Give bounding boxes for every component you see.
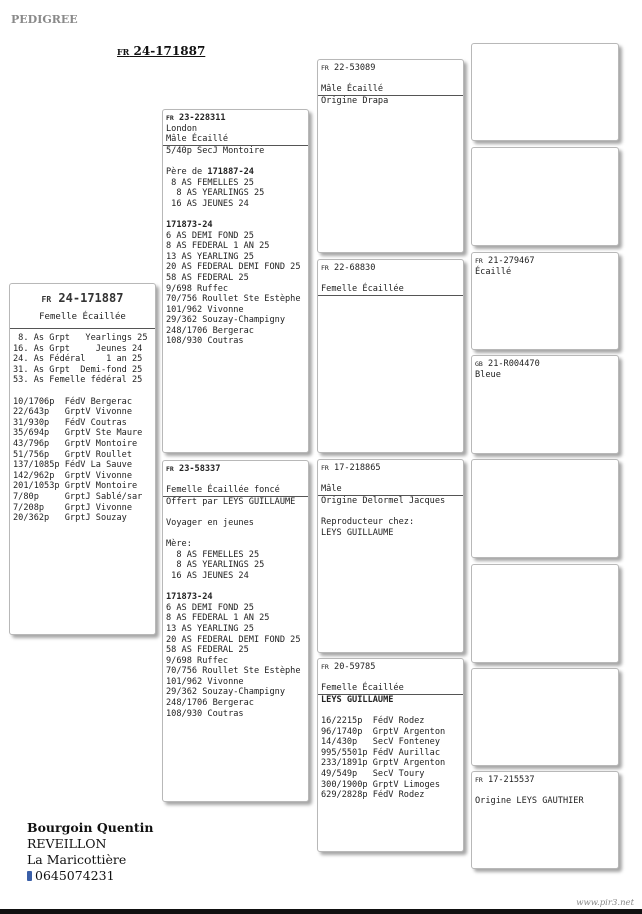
subject-result-line: 53. As Femelle fédéral 25 bbox=[13, 375, 143, 386]
father-race-line: 13 AS YEARLING 25 bbox=[166, 251, 254, 262]
g4-id-number: 21-279467 bbox=[488, 256, 535, 266]
subject-race-line: 10/1706p FédV Bergerac bbox=[13, 396, 132, 407]
subject-id-number: 24-171887 bbox=[58, 291, 124, 305]
father-race-line: 8 AS FEDERAL 1 AN 25 bbox=[166, 241, 270, 252]
main-id-number: 24-171887 bbox=[133, 44, 206, 58]
mother-result-line: 8 AS FEMELLES 25 bbox=[166, 549, 260, 560]
mm-race-line: 300/1900p GrptV Limoges bbox=[321, 779, 440, 790]
mf-id-prefix: FR bbox=[321, 464, 329, 472]
subject-id bbox=[13, 289, 152, 309]
g5-id-number: 21-R004470 bbox=[488, 359, 540, 369]
mother-card bbox=[162, 460, 309, 802]
mother-race-line: 108/930 Coutras bbox=[166, 708, 244, 719]
father-race-line: 70/756 Roullet Ste Estèphe bbox=[166, 294, 301, 305]
g4-description: Écaillé bbox=[475, 266, 512, 277]
mother-race-line: 101/962 Vivonne bbox=[166, 676, 244, 687]
g8-description: Origine LEYS GAUTHIER bbox=[475, 796, 584, 807]
fm-id-prefix: FR bbox=[321, 264, 329, 272]
father-race-line: 20 AS FEDERAL DEMI FOND 25 bbox=[166, 262, 301, 273]
mother-result-line: 16 AS JEUNES 24 bbox=[166, 570, 249, 581]
subject-race-line: 20/362p GrptJ Souzay bbox=[13, 513, 127, 524]
mm-id-prefix: FR bbox=[321, 663, 329, 671]
mother-race-line: 58 AS FEDERAL 25 bbox=[166, 645, 249, 656]
father-pere-de-label: Père de bbox=[166, 166, 203, 177]
g5-id-prefix: GB bbox=[475, 360, 483, 368]
subject-result-line: 24. As Fédéral 1 an 25 bbox=[13, 354, 143, 365]
mf-repro-label: Reproducteur chez: bbox=[321, 516, 415, 527]
footer-divider bbox=[0, 909, 642, 914]
mm-races-list bbox=[321, 716, 460, 801]
subject-card bbox=[9, 283, 156, 635]
ff-description: Mâle Écaillé bbox=[321, 84, 384, 95]
owner-phone-row bbox=[27, 868, 153, 884]
mm-id-number: 20-59785 bbox=[334, 662, 376, 672]
mm-race-line: 14/430p SecV Fonteney bbox=[321, 737, 440, 748]
father-race-line: 6 AS DEMI FOND 25 bbox=[166, 230, 254, 241]
subject-race-line: 142/962p GrptV Vivonne bbox=[13, 470, 132, 481]
father-results-list bbox=[166, 178, 305, 210]
mm-race-line: 49/549p SecV Toury bbox=[321, 768, 425, 779]
father-result-line: 8 AS YEARLINGS 25 bbox=[166, 188, 265, 199]
grandmother-paternal-card bbox=[317, 259, 464, 453]
page-title: PEDIGREE bbox=[11, 13, 78, 26]
subject-races-list bbox=[13, 397, 152, 524]
subject-result-line: 16. As Grpt Jeunes 24 bbox=[13, 343, 143, 354]
great-grandparent-7-card bbox=[471, 668, 619, 766]
father-result-line: 8 AS FEMELLES 25 bbox=[166, 177, 254, 188]
ff-id-prefix: FR bbox=[321, 64, 329, 72]
g4-id-prefix: FR bbox=[475, 257, 483, 265]
grandfather-maternal-card bbox=[317, 459, 464, 653]
mm-owner: LEYS GUILLAUME bbox=[321, 694, 394, 705]
father-race-line: 101/962 Vivonne bbox=[166, 304, 244, 315]
subject-race-line: 7/80p GrptJ Sablé/sar bbox=[13, 491, 143, 502]
owner-block bbox=[27, 820, 153, 884]
mother-offered: Offert par LEYS GUILLAUME bbox=[166, 496, 296, 507]
mf-id-number: 17-218865 bbox=[334, 463, 381, 473]
ff-origin: Origine Drapa bbox=[321, 95, 389, 106]
father-ref-id: 171873-24 bbox=[166, 219, 213, 230]
father-pere-de-id: 171887-24 bbox=[207, 166, 254, 177]
mf-repro-name: LEYS GUILLAUME bbox=[321, 527, 394, 538]
mother-id-prefix: FR bbox=[166, 465, 174, 473]
great-grandparent-5-card bbox=[471, 459, 619, 558]
mother-id-number: 23-58337 bbox=[179, 464, 221, 474]
great-grandparent-8-card bbox=[471, 771, 619, 869]
father-id-number: 23-228311 bbox=[179, 113, 226, 123]
father-pere-de bbox=[166, 167, 305, 178]
subject-race-line: 31/930p FédV Coutras bbox=[13, 417, 127, 428]
subject-race-line: 201/1053p GrptV Montoire bbox=[13, 481, 138, 492]
subject-description: Femelle Écaillée bbox=[10, 311, 155, 329]
mother-description: Femelle Écaillée foncé bbox=[166, 485, 280, 496]
watermark-link[interactable]: www.pir3.net bbox=[576, 898, 634, 908]
subject-race-line: 35/694p GrptV Ste Maure bbox=[13, 428, 143, 439]
father-races-list bbox=[166, 231, 305, 348]
subject-race-line: 7/208p GrptJ Vivonne bbox=[13, 502, 132, 513]
subject-id-prefix: FR bbox=[41, 295, 52, 304]
mother-voyager: Voyager en jeunes bbox=[166, 517, 254, 528]
great-grandparent-4-card bbox=[471, 355, 619, 454]
mm-race-line: 629/2828p FédV Rodez bbox=[321, 790, 425, 801]
mf-description: Mâle bbox=[321, 484, 342, 495]
father-id-prefix: FR bbox=[166, 114, 174, 122]
mother-race-line: 13 AS YEARLING 25 bbox=[166, 623, 254, 634]
subject-result-line: 31. As Grpt Demi-fond 25 bbox=[13, 364, 143, 375]
mother-races-list bbox=[166, 603, 305, 720]
mother-race-line: 8 AS FEDERAL 1 AN 25 bbox=[166, 613, 270, 624]
grandfather-paternal-card bbox=[317, 59, 464, 253]
owner-city: REVEILLON bbox=[27, 836, 107, 851]
pigeon-main-id bbox=[117, 44, 205, 58]
mm-race-line: 16/2215p FédV Rodez bbox=[321, 715, 425, 726]
subject-results-list bbox=[13, 333, 152, 386]
fm-id-number: 22-68830 bbox=[334, 263, 376, 273]
grandmother-maternal-card bbox=[317, 658, 464, 852]
ff-id-number: 22-53089 bbox=[334, 63, 376, 73]
g8-id-number: 17-215537 bbox=[488, 775, 535, 785]
mother-race-line: 248/1706 Bergerac bbox=[166, 698, 254, 709]
mother-race-line: 20 AS FEDERAL DEMI FOND 25 bbox=[166, 634, 301, 645]
main-id-prefix: FR bbox=[117, 47, 130, 57]
owner-name: Bourgoin Quentin bbox=[27, 820, 154, 835]
father-result-line: 16 AS JEUNES 24 bbox=[166, 198, 249, 209]
subject-race-line: 137/1085p FédV La Sauve bbox=[13, 460, 132, 471]
subject-race-line: 22/643p GrptV Vivonne bbox=[13, 407, 132, 418]
subject-race-line: 43/796p GrptV Montoire bbox=[13, 438, 138, 449]
subject-race-line: 51/756p GrptV Roullet bbox=[13, 449, 132, 460]
fm-description: Femelle Écaillée bbox=[321, 284, 404, 295]
mother-result-line: 8 AS YEARLINGS 25 bbox=[166, 560, 265, 571]
g8-id-prefix: FR bbox=[475, 776, 483, 784]
mother-mere-label: Mère: bbox=[166, 539, 192, 550]
subject-result-line: 8. As Grpt Yearlings 25 bbox=[13, 333, 148, 343]
father-race-line: 58 AS FEDERAL 25 bbox=[166, 272, 249, 283]
great-grandparent-3-card bbox=[471, 252, 619, 350]
owner-phone[interactable]: 0645074231 bbox=[35, 868, 115, 883]
owner-place: La Maricottière bbox=[27, 852, 127, 867]
great-grandparent-6-card bbox=[471, 564, 619, 663]
mother-race-line: 70/756 Roullet Ste Estèphe bbox=[166, 666, 301, 677]
mm-description: Femelle Écaillée bbox=[321, 683, 404, 694]
mother-race-line: 9/698 Ruffec bbox=[166, 655, 229, 666]
father-race-line: 248/1706 Bergerac bbox=[166, 325, 254, 336]
mm-race-line: 96/1740p GrptV Argenton bbox=[321, 726, 446, 737]
father-name: London bbox=[166, 123, 198, 134]
father-race-line: 108/930 Coutras bbox=[166, 336, 244, 347]
mother-race-line: 29/362 Souzay-Champigny bbox=[166, 687, 285, 698]
g5-description: Bleue bbox=[475, 369, 501, 380]
mm-race-line: 233/1891p GrptV Argenton bbox=[321, 758, 446, 769]
great-grandparent-2-card bbox=[471, 147, 619, 246]
mother-results-list bbox=[166, 550, 305, 582]
mm-race-line: 995/5501p FédV Aurillac bbox=[321, 747, 440, 758]
great-grandparent-1-card bbox=[471, 43, 619, 141]
phone-icon bbox=[27, 871, 32, 881]
father-note: 5/40p SecJ Montoire bbox=[166, 145, 265, 156]
father-card bbox=[162, 109, 309, 453]
mother-race-line: 6 AS DEMI FOND 25 bbox=[166, 602, 254, 613]
mf-origin: Origine Delormel Jacques bbox=[321, 495, 446, 506]
father-race-line: 29/362 Souzay-Champigny bbox=[166, 315, 285, 326]
mother-ref-id: 171873-24 bbox=[166, 592, 213, 603]
father-description: Mâle Écaillé bbox=[166, 134, 229, 145]
father-race-line: 9/698 Ruffec bbox=[166, 283, 229, 294]
